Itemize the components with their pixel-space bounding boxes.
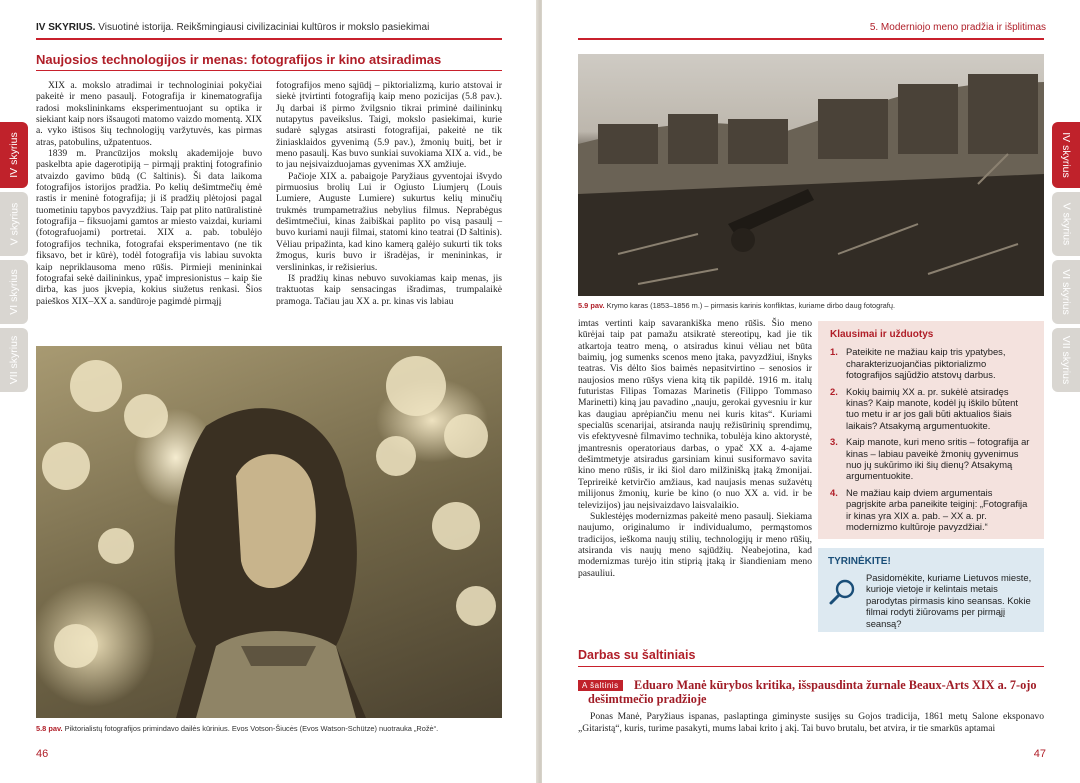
page-number: 46 xyxy=(36,748,49,760)
questions-box xyxy=(818,321,1044,539)
tab-chapter-v[interactable] xyxy=(0,192,28,256)
questions-title: Klausimai ir užduotys xyxy=(830,329,934,340)
questions-list xyxy=(830,346,1032,532)
tab-chapter-iv[interactable] xyxy=(0,122,28,188)
paragraph: Pačioje XIX a. pabaigoje Paryžiaus gyventojai išvydo pirmuosius brolių Lui ir Ogiusto Liumjerų (Louis Lumiere, Auguste Lumiere) sukurtus kelių minučių trukmės trumpametražius nebylius filmus. Neprabėgus dešimtmečiui, kinas žaibiškai paplito po visą pasaulį – buvo kuriami nauji filmai, statomi kino teatrai (D šaltinis). Vėliau pripažinta, kad kino kamerą galėjo sukurti tik toks žmogus, kuris buvo ir išradėjas, ir menininkas, ir verslininkas, ir režisierius. xyxy=(276,170,502,273)
tab-chapter-iv[interactable] xyxy=(1052,122,1080,188)
caption-text: Krymo karas (1853–1856 m.) – pirmasis karinis konfliktas, kuriame dirbo daug fotografų. xyxy=(606,301,896,310)
tab-label: VII skyrius xyxy=(1060,335,1072,385)
section-rule xyxy=(36,70,502,71)
text-column-2 xyxy=(276,80,502,307)
tab-chapter-vii[interactable] xyxy=(1052,328,1080,392)
tab-label: V skyrius xyxy=(1060,202,1072,246)
question-number: 2. xyxy=(830,385,838,397)
tab-label: IV skyrius xyxy=(1060,132,1073,178)
caption-text: Piktorialistų fotografijos primindavo dailės kūrinius. Evos Votson-Šiucės (Evos Watson-Schütze) nuotrauka „Rožė“. xyxy=(64,724,439,733)
tab-label: VI skyrius xyxy=(1060,269,1073,315)
tab-chapter-vi[interactable] xyxy=(1052,260,1080,324)
paragraph: imtas vertinti kaip savarankiška meno rūšis. Šio meno kūrėjai taip pat pamažu atsikratė stereotipų, kad jie tik atkartoja teatro meną, o atsiradus kinui vėliau net būta baimių, jog sumenks scenos meno įtaka, pavyzdžiui, išnyks teatras. Vis dėlto šios baimės nepasitvirtino – senosios ir naujosios meno rūšys viena kitą tik papildė. 1916 m. italų futuristas Filipas Tomazas Marinetis (Filippo Tommaso Marinetti) kiną jau pavadino „nauju, gerokai gyvesniu ir kur kas daugiau aprėpiančiu menu nei kuris kitas“. Kuriami specialūs scenarijai, atsiranda naujų režisūrinių sprendimų, vis efektyvesnė filmavimo technika, tobulėja kino aktorystė, įmantresnis operatoriaus darbas, o ypač XX a. 4-ajame dešimtmetyje atsiradus garsiniam kinui susiformavo savita kino meno rūšis, ir iki šiol daro milžinišką įtaką žmonijai. Teprireikė ketvirčio amžiaus, kad naujasis menas sužavėtų milijonus žmonių, kurie be kino (o nuo XX a. vid. ir be televizijos) jau neįsivaizdavo laisvalaikio. xyxy=(578,318,812,511)
explore-box xyxy=(818,548,1044,632)
explore-text: Pasidomėkite, kuriame Lietuvos mieste, kurioje vietoje ir kelintais metais parodytas pirmasis kino seansas. Kokie filmai rodyti žiūrovams per pirmąjį seansą? xyxy=(866,571,1032,629)
running-head: 5. Moderniojo meno pradžia ir išplitimas xyxy=(869,22,1046,33)
text-column-1 xyxy=(36,80,262,307)
section-title: Naujosios technologijos ir menas: fotografijos ir kino atsiradimas xyxy=(36,52,442,67)
tab-chapter-vi[interactable] xyxy=(0,260,28,324)
question-text: Kaip manote, kuri meno sritis – fotografija ar kinas – labiau paveikė žmonių gyvenimus nuo jų sukūrimo iki šių dienų? Atsakymą argumentuokite. xyxy=(846,436,1030,482)
work-with-sources-title: Darbas su šaltiniais xyxy=(578,648,696,662)
paragraph: Iš pradžių kinas nebuvo suvokiamas kaip menas, jis traktuotas kaip sensacingas išradimas, trumpalaikė pramoga. Tačiau jau XX a. pr. kinas vis labiau xyxy=(276,272,502,307)
figure-caption xyxy=(36,724,502,733)
tab-chapter-vii[interactable] xyxy=(0,328,28,392)
question-text: Pateikite ne mažiau kaip tris ypatybes, charakterizuojančias piktorializmo fotografijos sąjūdžio atstovų darbus. xyxy=(846,346,1006,381)
portrait-illustration xyxy=(36,346,502,718)
question-item xyxy=(830,436,1032,482)
header-rule xyxy=(578,38,1044,40)
paragraph: fotografijos meno sąjūdį – piktorializmą, kurio atstovai ir siekė įtvirtinti fotografiją kaip meno pozicijas (5.8 pav.). Jų darbai iš pirmo žvilgsnio tikrai priminė dailininkų nutapytus paveikslus. Taigi, mokslo pasiekimai, kurie sudarė sąlygas atsirasti fotografijai, pakeitė ne tik žiniasklaidos gyvenimą (5.9 pav.), žmonių buitį, bet ir meno pasaulį. Kas buvo sunkiai suvokiama XIX a. vid., be to jau neįsivaizduojamas gyvenimas XX amžiuje. xyxy=(276,80,502,171)
question-number: 4. xyxy=(830,486,838,498)
source-tag: A šaltinis xyxy=(578,680,623,691)
paragraph: XIX a. mokslo atradimai ir technologiniai pokyčiai pakeitė ir meno pasaulį. Fotografija ir kinematografija radosi mokslininkams eksperimentuojant su optika ir siekiant kaip nors išsaugoti matomo vaizdo momentą. XIX a. vyko ištisos šių technologijų varžytuvės, kas pirmas atras, patobulins, užpatentuos. xyxy=(36,80,262,148)
tab-chapter-v[interactable] xyxy=(1052,192,1080,256)
explore-title: TYRINĖKITE! xyxy=(828,556,891,567)
question-item xyxy=(830,346,1032,380)
magnifier-icon xyxy=(828,577,858,607)
battlefield-illustration xyxy=(578,54,1044,296)
photo-crimean-war xyxy=(578,54,1044,296)
paragraph: 1839 m. Prancūzijos mokslų akademijoje buvo paskelbta apie dagerotipiją – pirmąjį praktinį fotografinio atvaizdo gavimo būdą (C šaltinis). Ši data laikoma fotografijos istorijos pradžia. Po kelių dešimtmečių ėmė rastis ir meninė fotografija; ji iš pradžių plėtojosi pagal tuometiniu tapybos pavyzdžius. Taip pat plito natūralistinė fotografija – fiksuojami gamtos ar miesto vaizdai, kuriami (fotografuojami) portretai. XIX a. pab. tobulėjo fotografijos technika, fotografai eksperimentavo (ne tik fiksavo, bet ir kūrė), todėl fotografija vis labiau suvokta kaip nepriklausoma meno rūšis. Pirmieji menininkai fotografai sekė dailininkus, ypač impresionistus – kaip šie dirba, kas juos įkvepia, kokius siužetus renkasi. Šios paieškos XIX–XX a. sandūroje pagimdė pirmąjį xyxy=(36,148,262,307)
question-item xyxy=(830,386,1032,432)
figure-caption xyxy=(578,301,1044,310)
tab-label: VII skyrius xyxy=(8,335,20,385)
caption-number: 5.9 pav. xyxy=(578,301,605,310)
running-head xyxy=(36,22,429,33)
source-text: Ponas Manė, Paryžiaus ispanas, paslaptinga giminyste susijęs su Gojos tradicija, 1861 metų Salone eksponavo „Gitaristą“, kuris, turime pasakyti, mums labai krito į akį. Tai buvo brutalu, bet atvira, ir tie smarkūs aptamai xyxy=(578,711,1044,734)
page-number: 47 xyxy=(1033,748,1046,760)
question-text: Ne mažiau kaip dviem argumentais pagrįskite arba paneikite teiginį: „Fotografija ir kinas yra XIX a. pab. – XX a. pr. modernizmo kultūroje pavyzdžiai.“ xyxy=(846,486,1028,533)
work-rule xyxy=(578,666,1044,667)
header-rule xyxy=(36,38,502,40)
running-head-chapter: IV SKYRIUS. xyxy=(36,22,96,33)
question-number: 1. xyxy=(830,346,838,358)
text-column xyxy=(578,318,812,579)
caption-number: 5.8 pav. xyxy=(36,724,63,733)
photo-pictorialist-portrait xyxy=(36,346,502,718)
paragraph: Suklestėjęs modernizmas pakeitė meno pasaulį. Siekiama naujumo, originalumo ir individualumo, permąstomos tradicijos, ieškoma naujų stilių, technologijų ir meno rūšių, atsiranda vis naujų meno sąjūdžių. Neabejotina, kad modernizmas turėjo itin stiprią įtaką ir šiandieniam meno pasauliui. xyxy=(578,510,812,579)
question-number: 3. xyxy=(830,436,838,448)
question-text: Kokių baimių XX a. pr. sukėlė atsiradęs kinas? Kaip manote, kodėl jų iškilo būtent tuo metu ir ar jos gali būti aktualios šiais laikais? Atsakymą argumentuokite. xyxy=(846,385,1018,431)
right-page xyxy=(542,0,1080,783)
tab-label: V skyrius xyxy=(8,202,20,246)
left-page xyxy=(0,0,538,783)
running-head-title: Visuotinė istorija. Reikšmingiausi civilizaciniai kultūros ir mokslo pasiekimai xyxy=(98,22,430,33)
tab-label: VI skyrius xyxy=(8,269,21,315)
question-item xyxy=(830,487,1032,533)
tab-label: IV skyrius xyxy=(8,132,21,178)
source-title: Eduaro Manė kūrybos kritika, išspausdinta žurnale Beaux-Arts XIX a. 7-ojo dešimtmečio pradžioje xyxy=(588,678,1037,706)
